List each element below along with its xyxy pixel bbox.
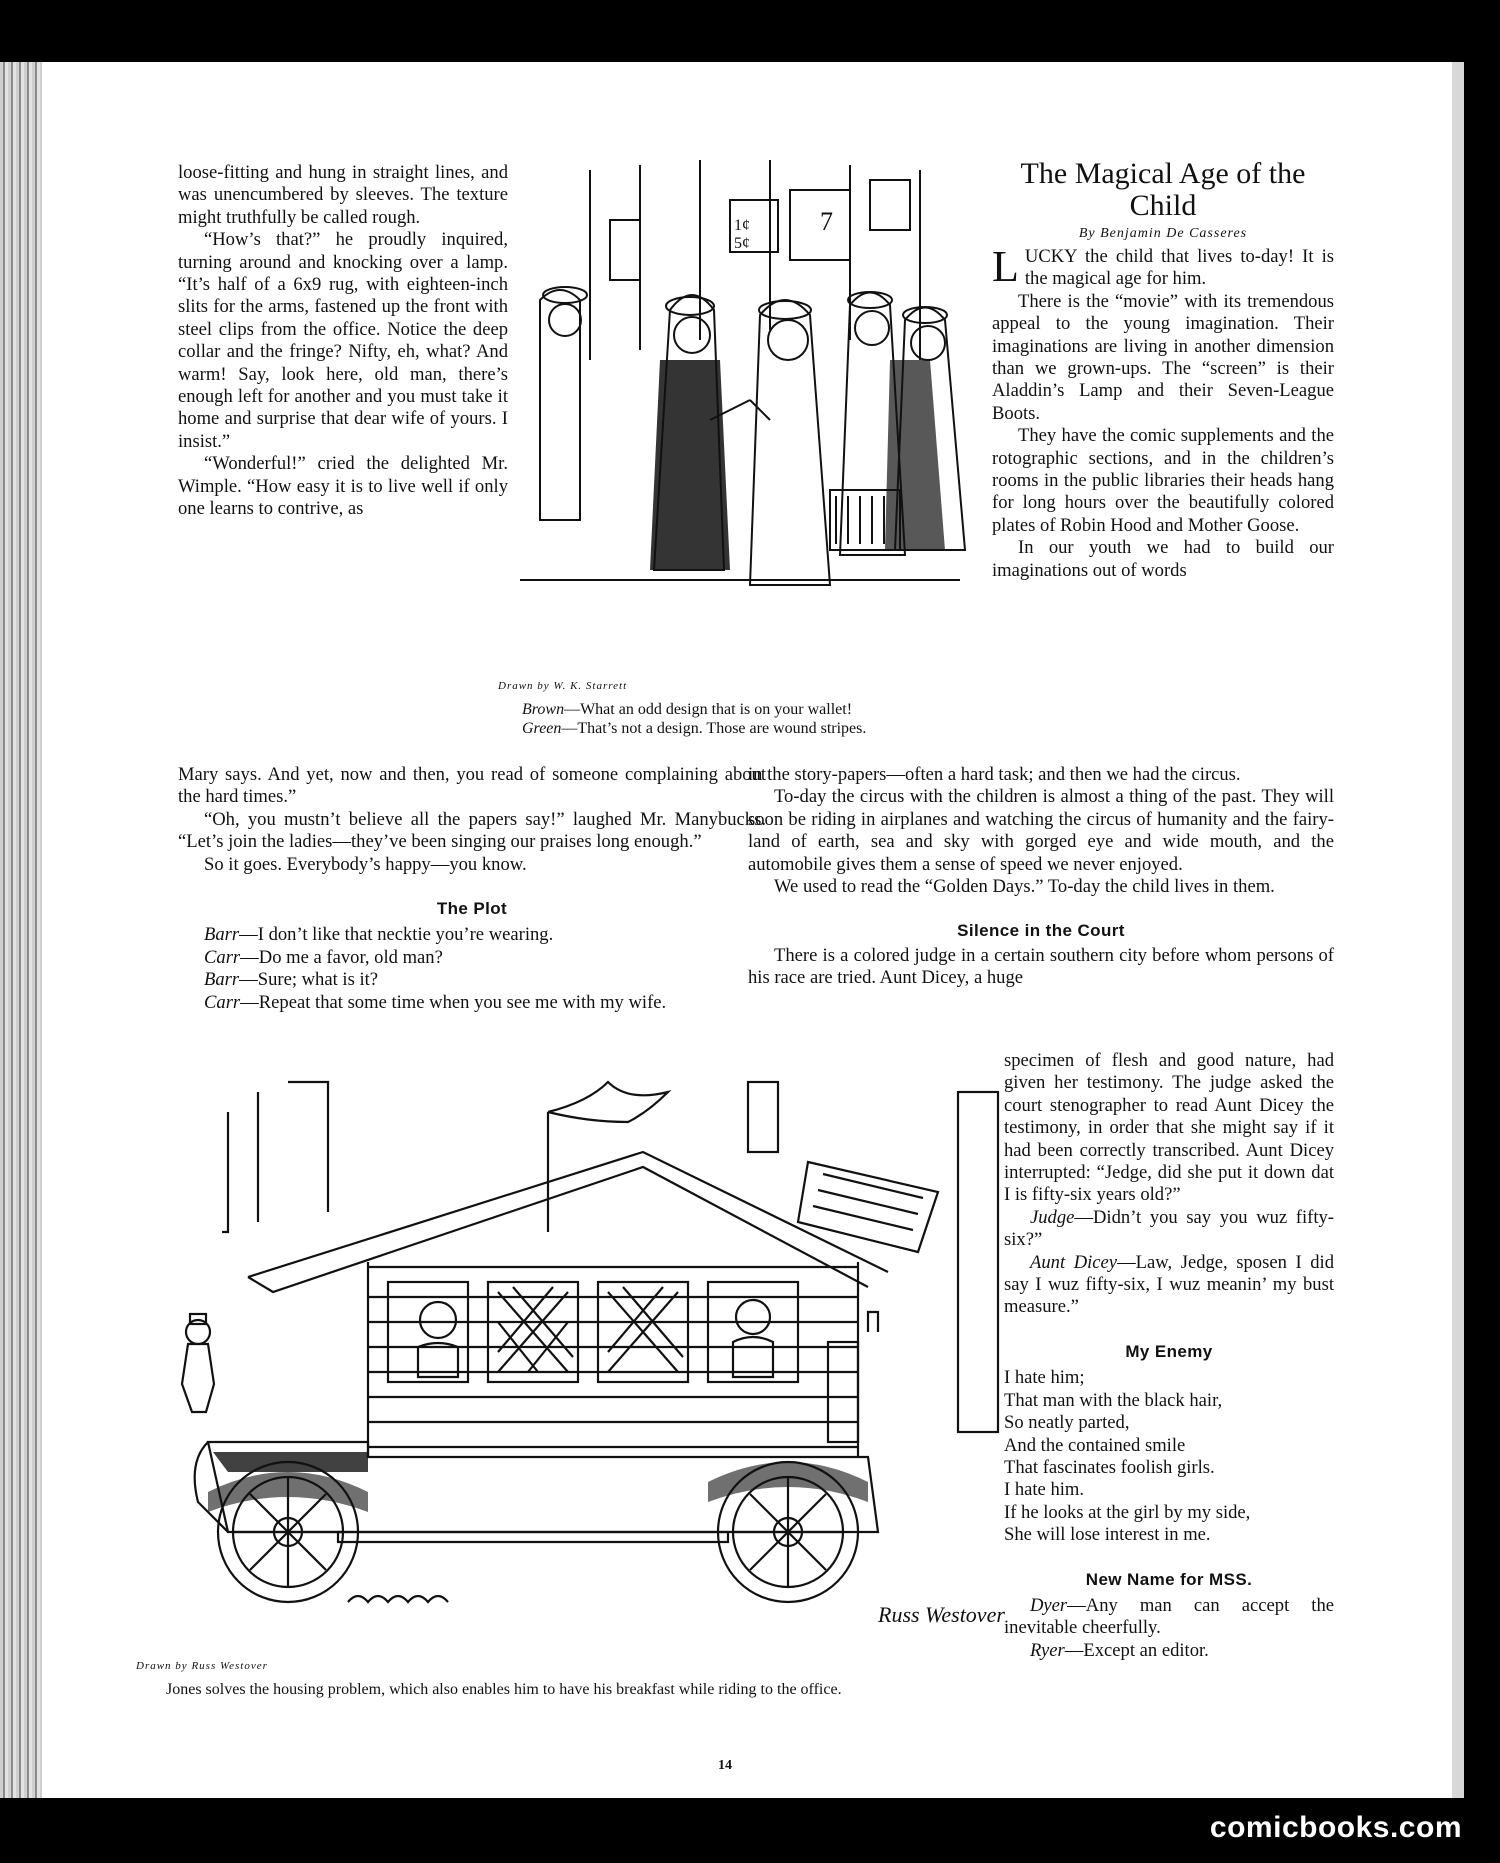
speaker: Dyer — [1030, 1594, 1068, 1616]
caption-text: —That’s not a design. Those are wound stripes. — [561, 720, 867, 737]
paragraph: specimen of flesh and good nature, had given her testimony. The judge asked the court stenographer to read Aunt Dicey the testimony, in order that she might say if it had been correctly transcribed. Aunt Dicey interrupted: “Jedge, did she put it down dat I is fifty-six years old?” — [1004, 1050, 1334, 1206]
speaker: Aunt Dicey — [1030, 1251, 1118, 1273]
dialogue-line — [178, 969, 766, 991]
dialogue-text: —Repeat that some time when you see me with my wife. — [240, 991, 667, 1013]
article-byline: By Benjamin De Casseres — [1078, 226, 1248, 241]
bottom-illustration-credit: Drawn by Russ Westover — [136, 1660, 268, 1672]
house-car-illustration — [168, 1062, 1008, 1642]
next-page-edge — [1452, 62, 1464, 1798]
magical-age-column — [992, 242, 1334, 582]
paragraph: “How’s that?” he proudly inquired, turning around and knocking over a lamp. “It’s half of a 6x9 rug, with eighteen-inch slits for the arms, fastened up the front with steel clips from the office. Notice the deep collar and the fringe? Nifty, eh, what? And warm! Say, look here, old man, there’s enough left for another and you must take it home and surprise that dear wife of yours. I insist.” — [178, 229, 508, 452]
book-spine-edge — [0, 62, 42, 1798]
paragraph: They have the comic supplements and the rotographic sections, and in the children’s rooms in the public libraries their heads hang for long hours over the beautifully colored plates of Robin Hood and Mother Goose. — [992, 425, 1334, 536]
section-heading: My Enemy — [1125, 1341, 1213, 1361]
speaker: Judge — [1030, 1206, 1075, 1228]
paragraph: “Oh, you mustn’t believe all the papers say!” laughed Mr. Manybucks. “Let’s join the ladies—they’ve been singing our praises long enough.” — [178, 808, 766, 853]
drop-cap: L — [992, 242, 1019, 291]
speaker: Carr — [204, 946, 241, 968]
magical-age-article — [992, 158, 1334, 582]
dialogue-line — [178, 947, 766, 969]
dialogue-line — [1004, 1640, 1334, 1662]
dialogue-text: —I don’t like that necktie you’re wearing. — [239, 924, 554, 946]
dialogue-text: —Do me a favor, old man? — [240, 946, 443, 968]
caption-speaker: Brown — [522, 701, 565, 718]
poem-line: I hate him; — [1004, 1367, 1085, 1389]
page-number: 14 — [718, 1758, 732, 1773]
caption-text: —What an odd design that is on your wallet! — [564, 701, 853, 718]
sign-text: 5¢ — [734, 235, 750, 252]
paragraph: “Wonderful!” cried the delighted Mr. Wimple. “How easy it is to live well if only one learns to contrive, as — [178, 453, 508, 520]
paragraph: UCKY the child that lives to-day! It is the magical age for him. — [1024, 246, 1334, 290]
right-narrow-column — [1004, 1050, 1334, 1662]
left-narrow-column — [178, 162, 508, 521]
caption-speaker: Green — [522, 720, 562, 737]
dialogue-line — [1004, 1595, 1334, 1640]
street-scene-illustration — [520, 160, 976, 660]
dialogue-line — [178, 924, 766, 946]
dialogue-line — [1004, 1252, 1334, 1319]
sign-text: 1¢ — [734, 217, 750, 234]
paragraph: So it goes. Everybody’s happy—you know. — [204, 853, 527, 875]
poem-line: So neatly parted, — [1004, 1412, 1130, 1434]
dialogue-text: —Except an editor. — [1064, 1639, 1209, 1661]
dialogue-text: —Law, Jedge, sposen I did say I wuz fifty-six, I wuz meanin’ my bust measure.” — [1004, 1251, 1335, 1318]
sign-text: 7 — [820, 207, 833, 236]
dialogue-text: —Sure; what is it? — [239, 969, 379, 991]
poem-line: That fascinates foolish girls. — [1004, 1456, 1215, 1478]
poem-line: If he looks at the girl by my side, — [1004, 1501, 1251, 1523]
paragraph: There is a colored judge in a certain southern city before whom persons of his race are tried. Aunt Dicey, a huge — [748, 944, 1334, 989]
left-wide-column — [178, 764, 766, 1014]
poem-line: I hate him. — [1004, 1479, 1085, 1501]
dialogue-line — [178, 992, 766, 1014]
watermark: comicbooks.com — [1209, 1811, 1462, 1844]
speaker: Ryer — [1030, 1639, 1065, 1661]
speaker: Carr — [204, 991, 241, 1013]
paragraph: To-day the circus with the children is almost a thing of the past. They will soon be riding in airplanes and watching the circus of humanity and the fairy-land of earth, sea and sky with gorged eye and wide mouth, and the automobile gives them a sense of speed we never enjoyed. — [748, 786, 1334, 875]
bottom-illustration-caption: Jones solves the housing problem, which also enables him to have his breakfast while riding to the office. — [166, 1681, 842, 1698]
paragraph: loose-fitting and hung in straight lines, and was unencumbered by sleeves. The texture might truthfully be called rough. — [178, 162, 508, 228]
paragraph: In our youth we had to build our imaginations out of words — [992, 537, 1334, 581]
paragraph: We used to read the “Golden Days.” To-day the child lives in them. — [774, 876, 1275, 898]
top-illustration-credit: Drawn by W. K. Starrett — [498, 680, 628, 692]
poem-line: That man with the black hair, — [1004, 1389, 1223, 1411]
dialogue-line — [1004, 1207, 1334, 1252]
section-heading: New Name for MSS. — [1085, 1569, 1253, 1589]
poem-line: And the contained smile — [1004, 1434, 1186, 1456]
magazine-page — [42, 62, 1452, 1798]
section-heading: The Plot — [436, 899, 508, 919]
dialogue-text: —Any man can accept the inevitable cheerfully. — [1004, 1594, 1334, 1639]
paragraph: Mary says. And yet, now and then, you read of someone complaining about the hard times.” — [178, 764, 766, 808]
poem — [1004, 1367, 1334, 1546]
speaker: Barr — [204, 969, 240, 991]
top-illustration-caption — [522, 700, 1002, 738]
poem-line: She will lose interest in me. — [1004, 1524, 1211, 1546]
artist-signature: Russ Westover — [878, 1602, 1005, 1627]
house-car-drawing — [168, 1062, 1008, 1642]
section-heading: Silence in the Court — [957, 921, 1125, 941]
street-scene-drawing — [520, 160, 976, 660]
article-title: The Magical Age of the Child — [1020, 157, 1306, 222]
speaker: Barr — [204, 924, 240, 946]
paragraph: There is the “movie” with its tremendous appeal to the young imagination. Their imaginations are living in another dimension than we grown-ups. The “screen” is their Aladdin’s Lamp and their Seven-League Boots. — [992, 290, 1334, 424]
right-wide-column — [748, 764, 1334, 990]
paragraph: in the story-papers—often a hard task; and then we had the circus. — [748, 764, 1241, 785]
dialogue-text: —Didn’t you say you wuz fifty-six?” — [1004, 1206, 1334, 1251]
